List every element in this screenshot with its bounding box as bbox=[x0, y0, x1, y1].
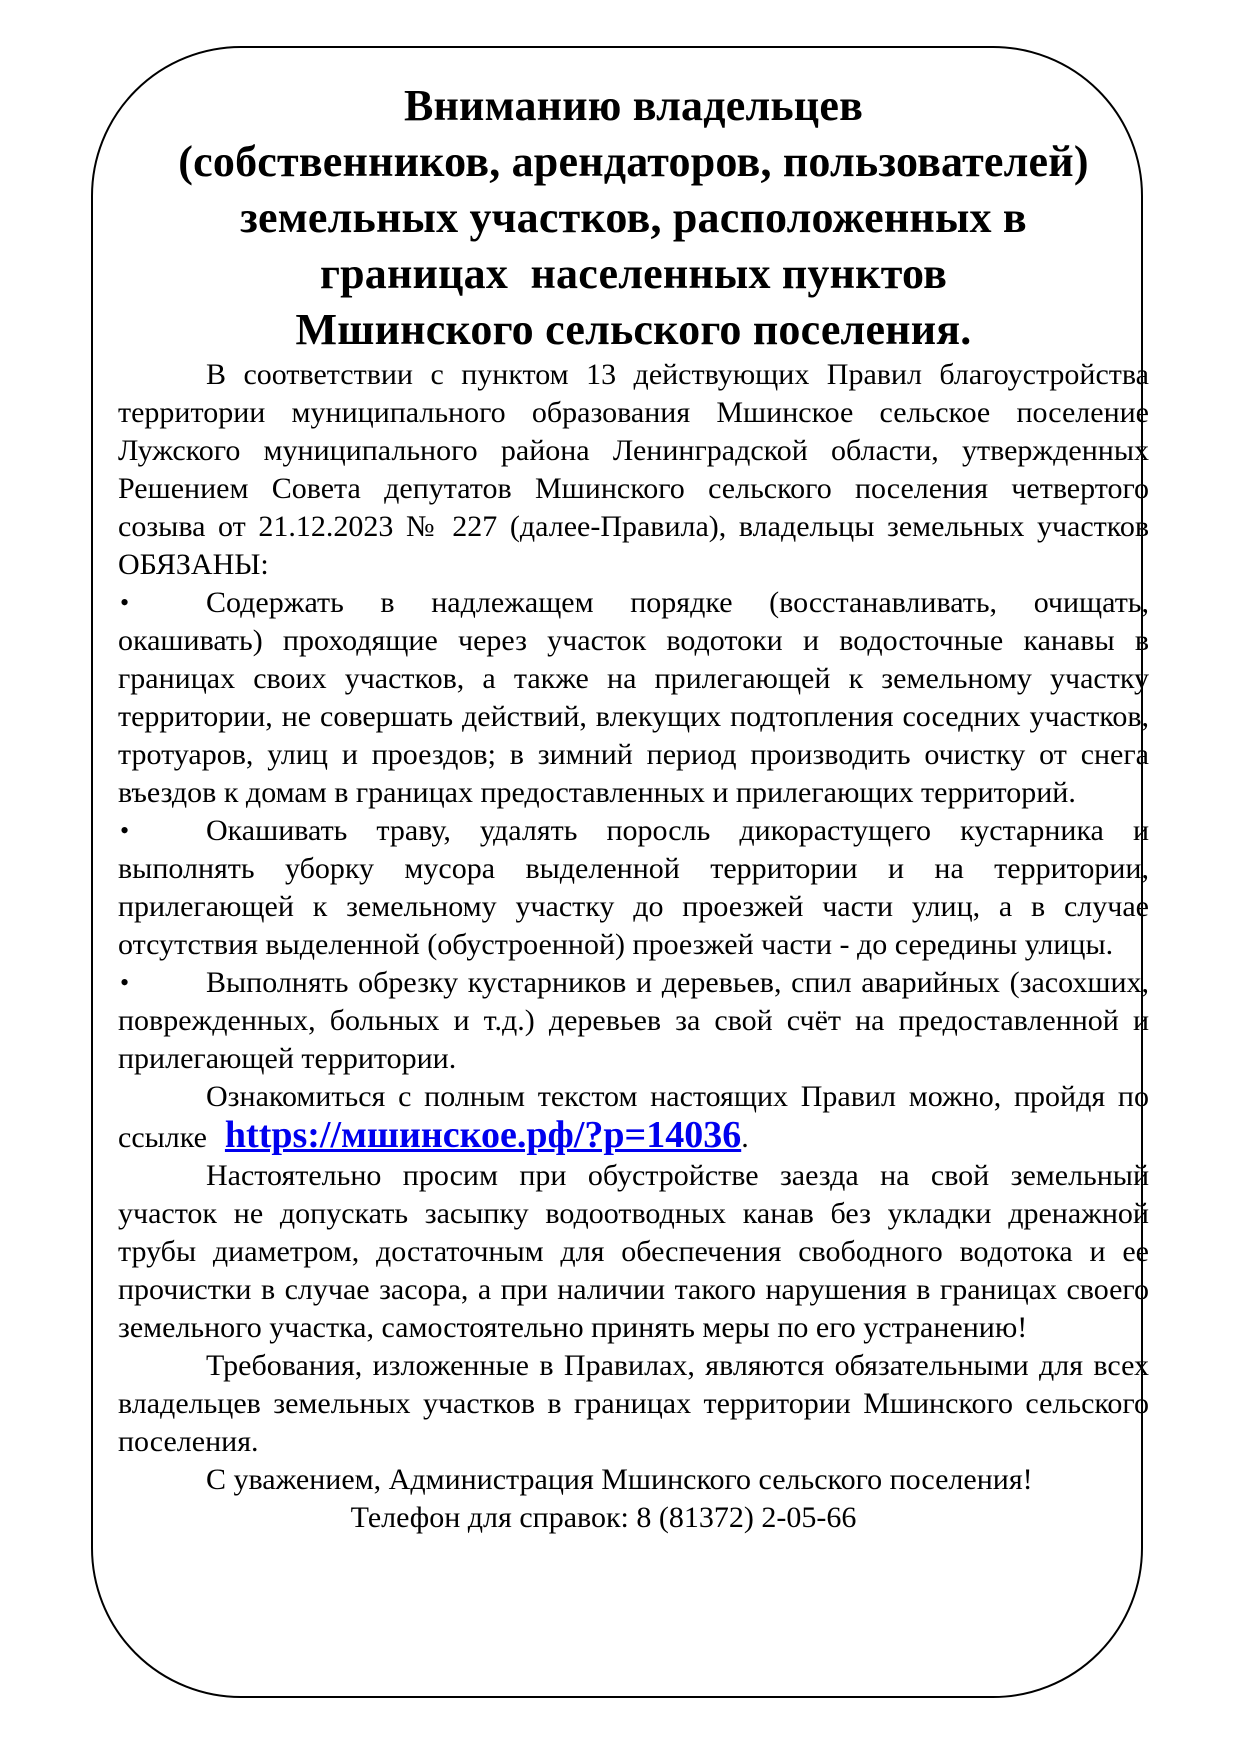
bullet-dot-icon: • bbox=[120, 816, 130, 845]
bullet-dot-icon: • bbox=[120, 588, 130, 617]
title-line: Вниманию владельцев bbox=[403, 81, 864, 130]
notice-body bbox=[118, 356, 1149, 1537]
request-paragraph: Настоятельно просим при обустройстве заезда на свой земельный участок не допускать засыпку водоотводных канав без укладки дренажной трубы диаметром, достаточным для обеспечения свободного водотока и ее прочистки в случае засора, а при наличии такого нарушения в границах своего земельного участка, самостоятельно принять меры по его устранению! bbox=[118, 1159, 1149, 1344]
notice-content bbox=[118, 78, 1149, 1537]
signature: С уважением, Администрация Мшинского сельского поселения! bbox=[206, 1463, 1033, 1496]
requirements-paragraph: Требования, изложенные в Правилах, являются обязательными для всех владельцев земельных участков в границах территории Мшинского сельского поселения. bbox=[118, 1349, 1149, 1458]
intro-paragraph: В соответствии с пунктом 13 действующих Правил благоустройства территории муниципального образования Мшинское сельское поселение Лужского муниципального района Ленинградской области, утвержденных Решением Совета депутатов Мшинского сельского поселения четвертого созыва от 21.12.2023 № 227 (далее-Правила), владельцы земельных участков ОБЯЗАНЫ: bbox=[118, 358, 1149, 581]
bullet-item bbox=[118, 584, 1149, 812]
notice-title bbox=[118, 78, 1149, 358]
title-line: границах населенных пунктов bbox=[319, 249, 948, 298]
link-paragraph-text: Ознакомиться с полным текстом настоящих Правил можно, пройдя по ссылке bbox=[118, 1080, 1149, 1154]
phone-line: Телефон для справок: 8 (81372) 2-05-66 bbox=[350, 1501, 857, 1534]
link-paragraph-end: . bbox=[741, 1121, 749, 1154]
title-line: (собственников, арендаторов, пользователей) bbox=[178, 137, 1089, 186]
bullet-text: Окашивать траву, удалять поросль дикорастущего кустарника и выполнять уборку мусора выделенной территории и на территории, прилегающей к земельному участку до проезжей части улиц, а в случае отсутствия выделенной (обустроенной) проезжей части - до середины улицы. bbox=[118, 814, 1149, 961]
title-line: земельных участков, расположенных в bbox=[240, 193, 1027, 242]
bullet-text: Содержать в надлежащем порядке (восстанавливать, очищать, окашивать) проходящие через участок водотоки и водосточные канавы в границах своих участков, а также на прилегающей к земельному участку территории, не совершать действий, влекущих подтопления соседних участков, тротуаров, улиц и проездов; в зимний период производить очистку от снега въездов к домам в границах предоставленных и прилегающих территорий. bbox=[118, 586, 1149, 809]
bullet-item bbox=[118, 812, 1149, 964]
bullet-text: Выполнять обрезку кустарников и деревьев, спил аварийных (засохших, поврежденных, больных и т.д.) деревьев за свой счёт на предоставленной и прилегающей территории. bbox=[118, 966, 1149, 1075]
title-line: Мшинского сельского поселения. bbox=[295, 305, 972, 354]
rules-link[interactable]: https://мшинское.рф/?p=14036 bbox=[224, 1114, 742, 1156]
link-paragraph bbox=[118, 1078, 1149, 1157]
bullet-dot-icon: • bbox=[120, 968, 130, 997]
bullet-item bbox=[118, 964, 1149, 1078]
